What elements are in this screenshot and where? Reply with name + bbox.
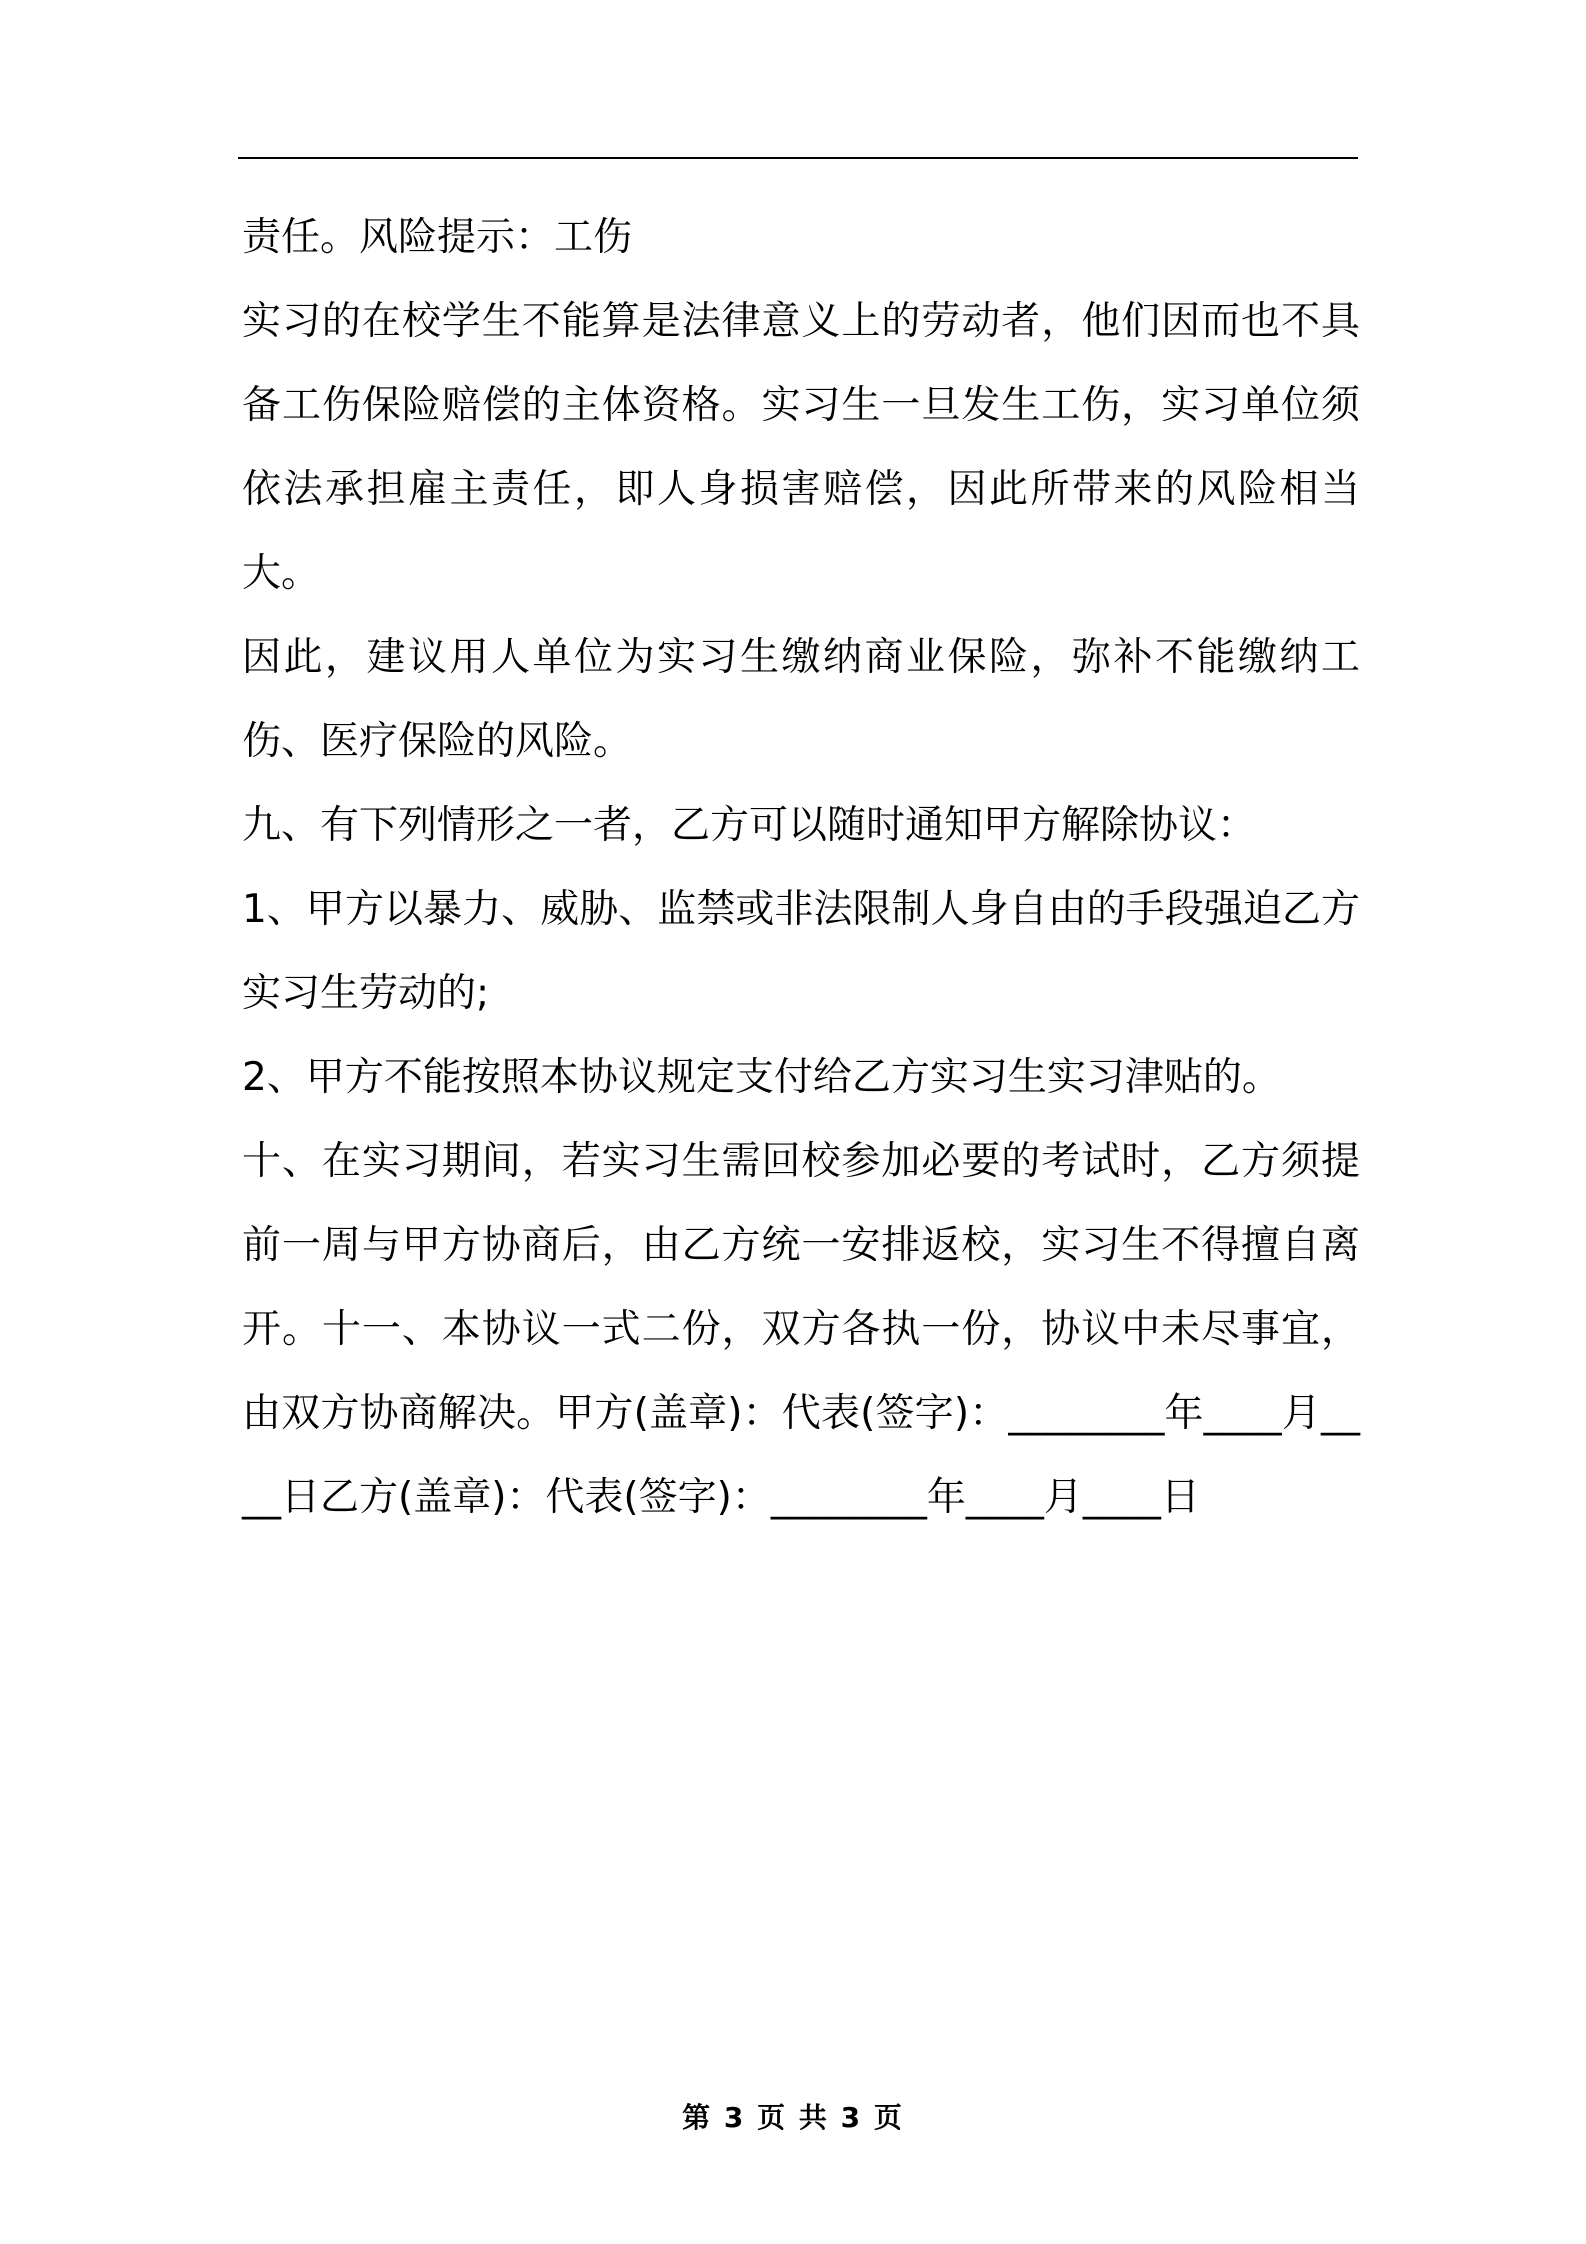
document-body: [242, 196, 1360, 1540]
paragraph-insurance-advice: 因此，建议用人单位为实习生缴纳商业保险，弥补不能缴纳工伤、医疗保险的风险。: [242, 635, 1360, 764]
paragraph-intern-status: 实习的在校学生不能算是法律意义上的劳动者，他们因而也不具备工伤保险赔偿的主体资格。实习生一旦发生工伤，实习单位须依法承担雇主责任，即人身损害赔偿，因此所带来的风险相当大。: [242, 299, 1360, 596]
paragraph-clause-nine-item-1: 1、甲方以暴力、威胁、监禁或非法限制人身自由的手段强迫乙方实习生劳动的;: [242, 887, 1360, 1016]
paragraph-clause-ten-eleven-signatures: 十、在实习期间，若实习生需回校参加必要的考试时，乙方须提前一周与甲方协商后，由乙方统一安排返校，实习生不得擅自离开。十一、本协议一式二份，双方各执一份，协议中未尽事宜，由双方协商解决。甲方(盖章)：代表(签字)：________年____月____日乙方(盖章)：代表(签字)：________年____月____日: [242, 1139, 1360, 1520]
paragraph-clause-nine: 九、有下列情形之一者，乙方可以随时通知甲方解除协议：: [242, 803, 1257, 848]
paragraph-clause-nine-item-2: 2、甲方不能按照本协议规定支付给乙方实习生实习津贴的。: [242, 1055, 1281, 1100]
paragraph-risk-tip: 责任。风险提示：工伤: [242, 215, 633, 260]
header-divider: [238, 157, 1358, 159]
page-number: 第 3 页 共 3 页: [682, 2101, 904, 2134]
